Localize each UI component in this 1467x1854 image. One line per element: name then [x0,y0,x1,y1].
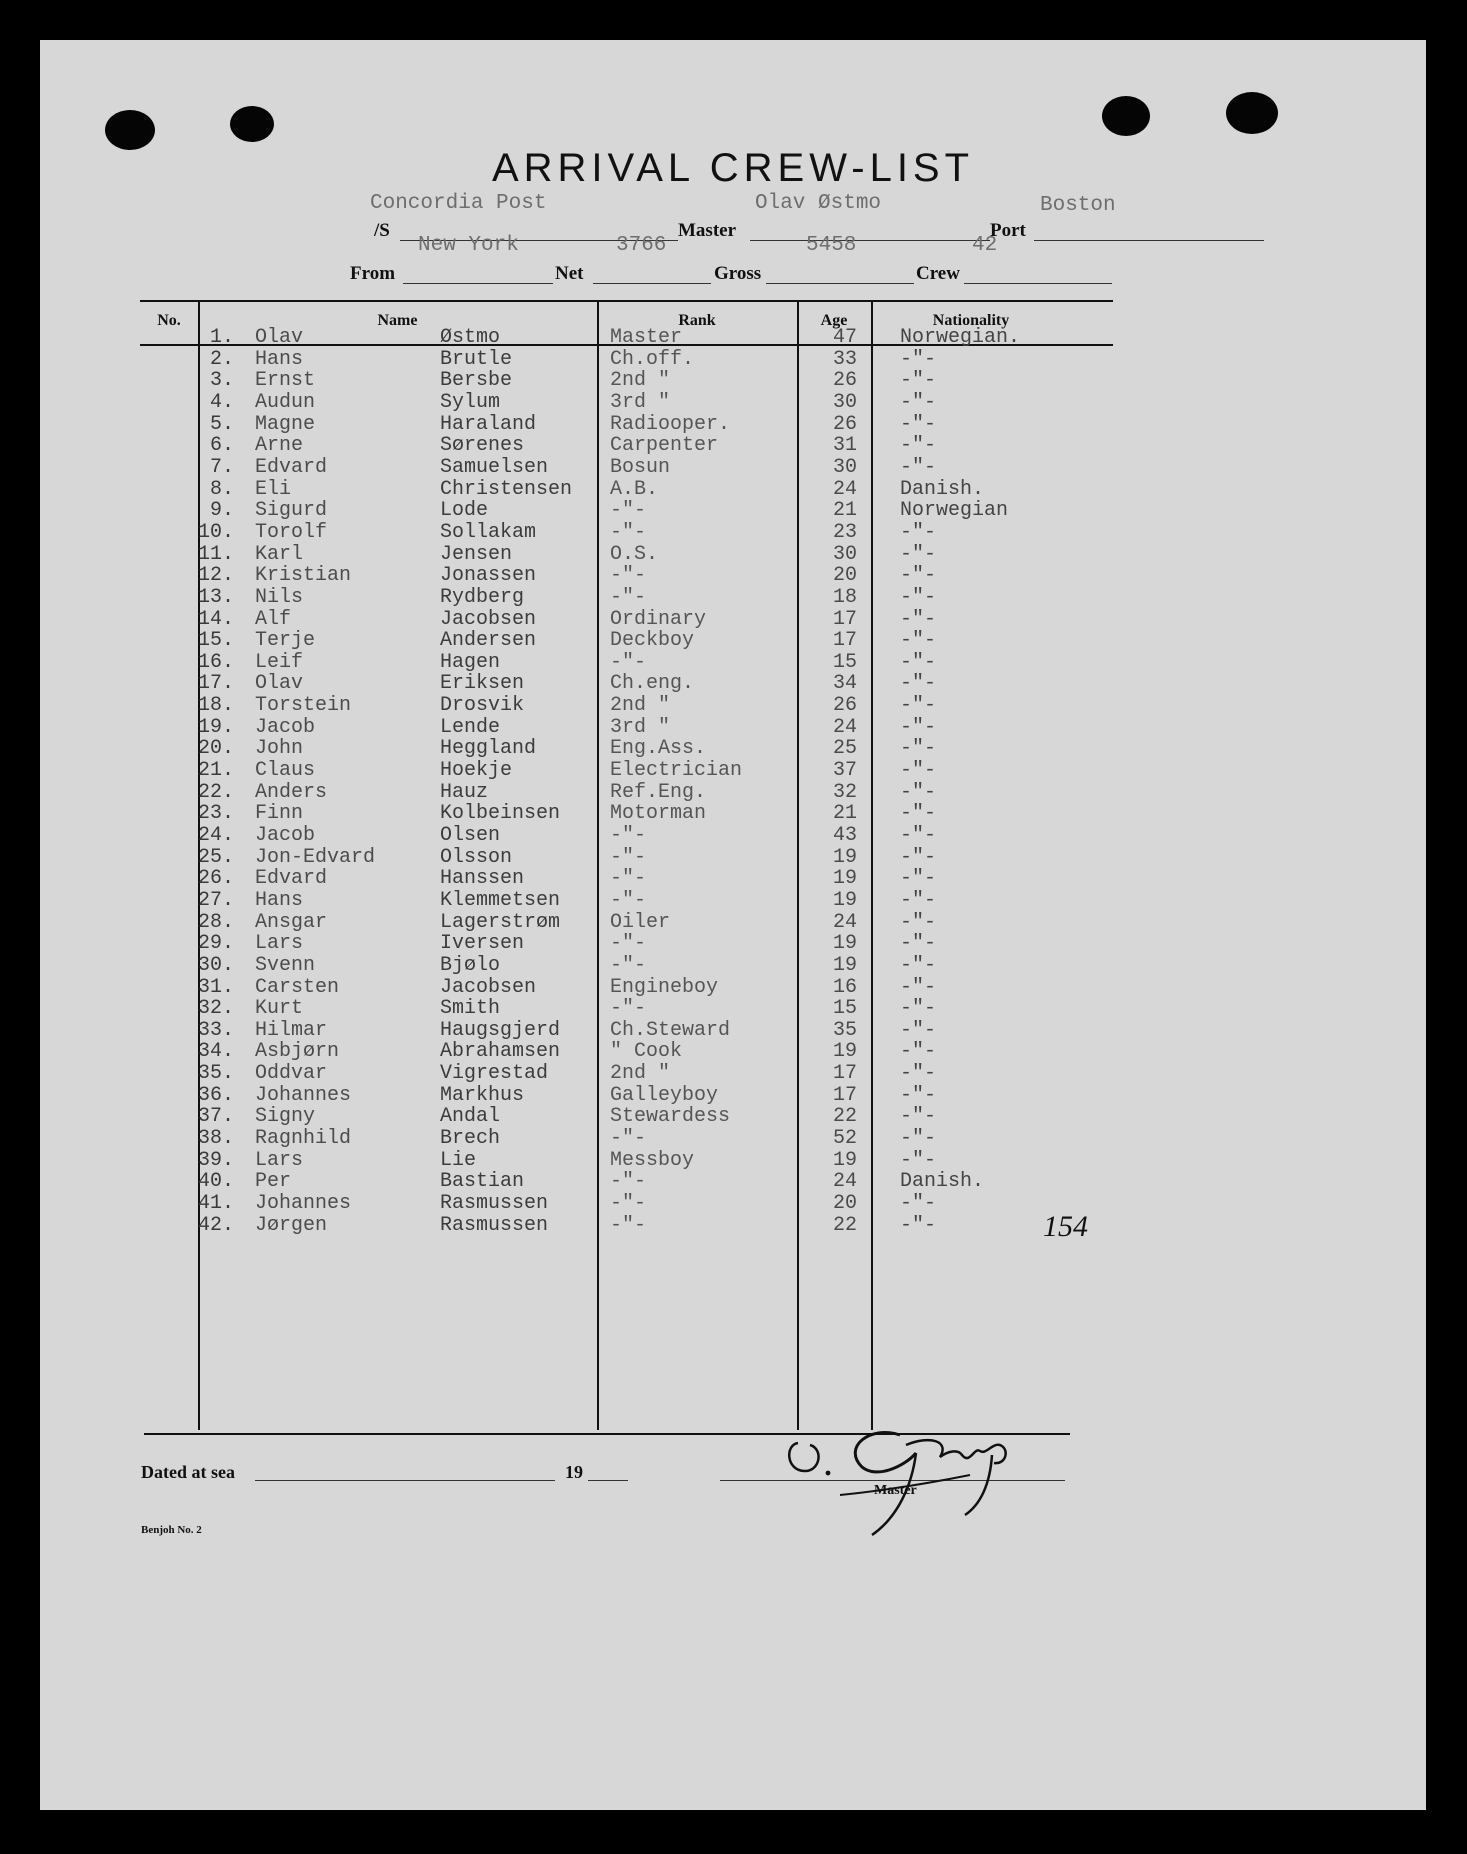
crew-no: 35. [197,1062,234,1086]
crew-nationality: -"- [900,953,937,977]
crew-nationality: -"- [900,997,937,1021]
crew-nationality: -"- [900,737,937,761]
from-line [403,283,553,284]
crew-first-name: Alf [255,607,292,631]
crew-no: 19. [197,715,234,739]
crew-last-name: Klemmetsen [440,888,561,912]
crew-last-name: Haugsgjerd [440,1018,561,1042]
ship-label: /S [374,220,390,241]
net-typed: 3766 [616,234,667,257]
crew-first-name: Kurt [255,997,304,1021]
crew-first-name: Jacob [255,824,316,847]
crew-age: 33 [832,347,857,371]
crew-first-name: Claus [255,759,316,782]
crew-first-name: John [255,737,304,761]
crew-nationality: -"- [900,369,937,393]
crew-first-name: Lars [255,932,304,956]
crew-first-name: Eli [255,477,292,501]
crew-age: 26 [832,694,857,717]
crew-first-name: Arne [255,434,304,458]
crew-no: 17. [197,672,234,696]
crew-first-name: Audun [255,390,316,414]
crew-first-name: Edvard [255,455,328,479]
master-name-typed: Olav Østmo [755,192,882,215]
crew-rank: O.S. [610,542,659,566]
column-header-name: Name [377,312,418,329]
port-typed: Boston [1040,194,1116,217]
crew-rank: -"- [610,1192,647,1215]
crew-age: 26 [832,412,857,436]
crew-age: 52 [832,1127,857,1150]
crew-rank: -"- [610,824,647,847]
crew-nationality: -"- [900,434,937,458]
dated-line [255,1480,555,1481]
crew-age: 21 [832,499,857,523]
crew-age: 15 [832,650,857,674]
crew-no: 30. [197,953,234,977]
crew-last-name: Vigrestad [440,1062,549,1086]
crew-rank: 2nd " [610,694,671,717]
crew-first-name: Anders [255,780,328,804]
crew-age: 34 [832,672,857,696]
crew-rank: -"- [610,867,647,891]
crew-nationality: -"- [900,564,937,588]
crew-no: 2. [209,347,234,371]
crew-age: 18 [832,585,857,609]
crew-age: 26 [832,369,857,393]
crew-rank: Bosun [610,455,671,479]
port-label: Port [990,220,1026,241]
crew-rank: -"- [610,1170,647,1194]
crew-no: 25. [197,845,234,869]
crew-no: 6. [209,434,234,458]
crew-rank: Galleyboy [610,1083,719,1107]
crew-no: 39. [197,1148,234,1172]
crew-age: 19 [832,888,857,912]
column-divider-3 [797,300,799,1430]
crew-nationality: -"- [900,759,937,782]
crew-first-name: Torstein [255,694,352,717]
crew-age: 22 [832,1213,857,1237]
crew-age: 30 [832,542,857,566]
crew-nationality: -"- [900,1148,937,1172]
crew-first-name: Olav [255,326,304,349]
crew-last-name: Kolbeinsen [440,802,561,826]
crew-first-name: Ragnhild [255,1127,352,1150]
crew-first-name: Jacob [255,715,316,739]
crew-last-name: Bastian [440,1170,525,1194]
crew-last-name: Sørenes [440,434,525,458]
net-label: Net [555,263,584,284]
crew-nationality: -"- [900,867,937,891]
crew-no: 16. [197,650,234,674]
crew-age: 19 [832,867,857,891]
crew-last-name: Heggland [440,737,537,761]
crew-last-name: Hoekje [440,759,513,782]
crew-nationality: -"- [900,888,937,912]
crew-no: 8. [209,477,234,501]
crew-nationality: -"- [900,802,937,826]
crew-age: 19 [832,1040,857,1064]
crew-age: 24 [832,1170,857,1194]
crew-last-name: Bersbe [440,369,513,393]
crew-age: 19 [832,953,857,977]
crew-first-name: Johannes [255,1192,352,1215]
crew-first-name: Asbjørn [255,1040,340,1064]
crew-age: 20 [832,1192,857,1215]
crew-age: 22 [832,1105,857,1129]
crew-nationality: Norwegian. [900,326,1021,349]
crew-nationality: -"- [900,1083,937,1107]
crew-first-name: Oddvar [255,1062,328,1086]
crew-no: 24. [197,824,234,847]
from-label: From [350,263,396,284]
crew-no: 5. [209,412,234,436]
crew-rank: Radiooper. [610,412,731,436]
crew-nationality: -"- [900,1040,937,1064]
crew-no: 9. [209,499,234,523]
crew-first-name: Jon-Edvard [255,845,376,869]
crew-last-name: Hauz [440,780,489,804]
crew-first-name: Hans [255,347,304,371]
crew-age: 17 [832,629,857,653]
punch-hole-2 [230,106,274,142]
crew-no: 38. [197,1127,234,1150]
crew-no: 7. [209,455,234,479]
master-signature-label: Master [874,1483,917,1498]
crew-rank: -"- [610,564,647,588]
crew-no: 41. [197,1192,234,1215]
crew-nationality: -"- [900,629,937,653]
crew-rank: -"- [610,845,647,869]
crew-no: 15. [197,629,234,653]
crew-rank: Ch.Steward [610,1018,731,1042]
crew-rank: Messboy [610,1148,695,1172]
crew-first-name: Olav [255,672,304,696]
year-label: 19 [565,1462,583,1482]
crew-age: 19 [832,1148,857,1172]
crew-nationality: -"- [900,650,937,674]
crew-nationality: -"- [900,347,937,371]
crew-nationality: -"- [900,412,937,436]
crew-first-name: Edvard [255,867,328,891]
crew-rank: 2nd " [610,369,671,393]
crew-rank: Motorman [610,802,707,826]
crew-first-name: Svenn [255,953,316,977]
crew-last-name: Rasmussen [440,1213,549,1237]
crew-nationality: -"- [900,910,937,934]
crew-last-name: Østmo [440,326,501,349]
crew-nationality: -"- [900,672,937,696]
crew-rank: Eng.Ass. [610,737,707,761]
crew-last-name: Drosvik [440,694,525,717]
crew-no: 26. [197,867,234,891]
crew-rank: -"- [610,953,647,977]
form-id: Benjoh No. 2 [141,1524,202,1536]
gross-label: Gross [714,263,762,284]
column-header-age: Age [820,312,848,329]
crew-last-name: Smith [440,997,501,1021]
crew-last-name: Brech [440,1127,501,1150]
crew-last-name: Samuelsen [440,455,549,479]
year-line [588,1480,628,1481]
crew-nationality: -"- [900,1127,937,1150]
crew-age: 24 [832,477,857,501]
column-header-nationality: Nationality [932,312,1010,329]
crew-rank: Deckboy [610,629,695,653]
from-typed: New York [418,234,519,257]
crew-last-name: Lagerstrøm [440,910,561,934]
crew-first-name: Torolf [255,520,328,544]
master-signature [780,1415,1040,1545]
crew-age: 20 [832,564,857,588]
crew-no: 20. [197,737,234,761]
crew-age: 17 [832,607,857,631]
crew-rank: Ch.eng. [610,672,695,696]
crew-last-name: Hagen [440,650,501,674]
crew-no: 23. [197,802,234,826]
crew-age: 17 [832,1083,857,1107]
crew-rank: -"- [610,1127,647,1150]
crew-rank: 3rd " [610,715,671,739]
port-line [1034,240,1264,241]
crew-rank: -"- [610,932,647,956]
crew-age: 31 [832,434,857,458]
crew-first-name: Johannes [255,1083,352,1107]
crew-age: 19 [832,845,857,869]
punch-hole-3 [1102,96,1150,136]
crew-first-name: Terje [255,629,316,653]
crew-line [964,283,1112,284]
crew-first-name: Sigurd [255,499,328,523]
crew-no: 42. [197,1213,234,1237]
crew-no: 22. [197,780,234,804]
crew-age: 25 [832,737,857,761]
crew-first-name: Per [255,1170,292,1194]
crew-last-name: Andersen [440,629,537,653]
ship-name-typed: Concordia Post [370,192,547,215]
crew-no: 33. [197,1018,234,1042]
crew-first-name: Leif [255,650,304,674]
crew-age: 19 [832,932,857,956]
crew-no: 40. [197,1170,234,1194]
crew-rank: -"- [610,499,647,523]
crew-rank: Ch.off. [610,347,695,371]
crew-first-name: Signy [255,1105,316,1129]
page-number-handwritten: 154 [1043,1210,1088,1243]
crew-no: 21. [197,759,234,782]
crew-first-name: Jørgen [255,1213,328,1237]
crew-rank: 3rd " [610,390,671,414]
crew-nationality: -"- [900,1105,937,1129]
crew-no: 32. [197,997,234,1021]
crew-typed: 42 [972,234,998,257]
crew-last-name: Markhus [440,1083,525,1107]
crew-last-name: Haraland [440,412,537,436]
crew-rank: -"- [610,650,647,674]
crew-age: 16 [832,975,857,999]
crew-rank: A.B. [610,477,659,501]
crew-nationality: -"- [900,932,937,956]
crew-rank: Stewardess [610,1105,731,1129]
crew-nationality: -"- [900,694,937,717]
crew-last-name: Abrahamsen [440,1040,561,1064]
crew-first-name: Carsten [255,975,340,999]
crew-rank: " Cook [610,1040,683,1064]
crew-nationality: -"- [900,824,937,847]
crew-no: 3. [209,369,234,393]
crew-first-name: Nils [255,585,304,609]
crew-age: 24 [832,910,857,934]
crew-nationality: Danish. [900,477,985,501]
crew-last-name: Rasmussen [440,1192,549,1215]
crew-age: 23 [832,520,857,544]
crew-last-name: Christensen [440,477,573,501]
crew-last-name: Sylum [440,390,501,414]
crew-no: 4. [209,390,234,414]
crew-rank: -"- [610,585,647,609]
crew-first-name: Ernst [255,369,316,393]
crew-no: 13. [197,585,234,609]
form-title: ARRIVAL CREW-LIST [491,146,975,190]
crew-rank: Engineboy [610,975,719,999]
crew-rank: Ref.Eng. [610,780,707,804]
crew-nationality: -"- [900,1062,937,1086]
crew-nationality: -"- [900,845,937,869]
crew-last-name: Jacobsen [440,607,537,631]
crew-nationality: -"- [900,1213,937,1237]
gross-typed: 5458 [806,234,857,257]
crew-age: 30 [832,455,857,479]
crew-no: 14. [197,607,234,631]
dated-at-sea-label: Dated at sea [141,1462,235,1482]
crew-last-name: Jonassen [440,564,537,588]
punch-hole-4 [1226,92,1278,134]
crew-nationality: -"- [900,455,937,479]
crew-rank: Carpenter [610,434,719,458]
crew-age: 47 [832,326,857,349]
crew-first-name: Lars [255,1148,304,1172]
crew-rank: -"- [610,888,647,912]
crew-last-name: Bjølo [440,953,501,977]
crew-last-name: Hanssen [440,867,525,891]
crew-age: 30 [832,390,857,414]
crew-no: 31. [197,975,234,999]
crew-nationality: -"- [900,975,937,999]
column-header-no: No. [157,312,181,329]
crew-no: 27. [197,888,234,912]
crew-age: 32 [832,780,857,804]
crew-nationality: -"- [900,542,937,566]
crew-rank: -"- [610,1213,647,1237]
crew-first-name: Finn [255,802,304,826]
crew-nationality: -"- [900,780,937,804]
crew-nationality: Norwegian [900,499,1009,523]
column-header-rank: Rank [678,312,716,329]
crew-nationality: -"- [900,607,937,631]
crew-no: 37. [197,1105,234,1129]
crew-no: 18. [197,694,234,717]
crew-last-name: Iversen [440,932,525,956]
crew-last-name: Olsen [440,824,501,847]
crew-last-name: Lende [440,715,501,739]
crew-nationality: -"- [900,1018,937,1042]
crew-age: 21 [832,802,857,826]
crew-last-name: Rydberg [440,585,525,609]
crew-nationality: -"- [900,715,937,739]
crew-first-name: Kristian [255,564,352,588]
crew-no: 1. [209,326,234,349]
crew-rank: -"- [610,520,647,544]
crew-rank: Ordinary [610,607,707,631]
crew-first-name: Hilmar [255,1018,328,1042]
crew-rank: 2nd " [610,1062,671,1086]
punch-hole-1 [105,110,155,150]
crew-last-name: Eriksen [440,672,525,696]
crew-age: 35 [832,1018,857,1042]
crew-no: 36. [197,1083,234,1107]
crew-no: 10. [197,520,234,544]
gross-line [766,283,914,284]
crew-age: 17 [832,1062,857,1086]
crew-last-name: Lode [440,499,489,523]
crew-last-name: Sollakam [440,520,537,544]
crew-no: 12. [197,564,234,588]
crew-last-name: Jensen [440,542,513,566]
master-line [750,240,990,241]
crew-rank: Electrician [610,759,743,782]
crew-age: 37 [832,759,857,782]
net-line [593,283,711,284]
crew-no: 28. [197,910,234,934]
crew-nationality: -"- [900,585,937,609]
document-page [40,40,1426,1810]
crew-first-name: Ansgar [255,910,328,934]
crew-age: 43 [832,824,857,847]
crew-last-name: Jacobsen [440,975,537,999]
crew-no: 29. [197,932,234,956]
crew-last-name: Lie [440,1148,477,1172]
crew-rank: Master [610,326,683,349]
crew-age: 15 [832,997,857,1021]
crew-no: 11. [197,542,234,566]
crew-first-name: Magne [255,412,316,436]
master-label: Master [678,220,737,241]
crew-rank: -"- [610,997,647,1021]
table-top-rule [140,300,1113,302]
crew-nationality: -"- [900,390,937,414]
crew-last-name: Brutle [440,347,513,371]
crew-last-name: Olsson [440,845,513,869]
crew-label: Crew [916,263,960,284]
crew-first-name: Karl [255,542,304,566]
crew-nationality: Danish. [900,1170,985,1194]
crew-rank: Oiler [610,910,671,934]
crew-nationality: -"- [900,520,937,544]
crew-no: 34. [197,1040,234,1064]
crew-age: 24 [832,715,857,739]
crew-nationality: -"- [900,1192,937,1215]
crew-first-name: Hans [255,888,304,912]
crew-last-name: Andal [440,1105,501,1129]
